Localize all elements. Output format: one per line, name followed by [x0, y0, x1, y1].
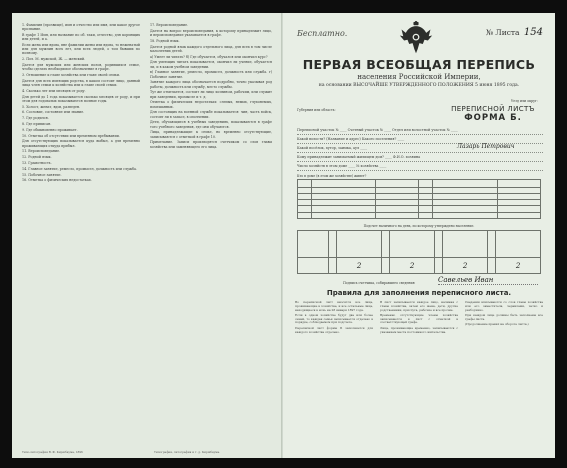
census-title: ПЕРВАЯ ВСЕОБЩАЯ ПЕРЕПИСЬ — [302, 57, 536, 72]
body-paragraph: Дети, обучающиеся в учебных заведениях, показываются в графе того учебного заведения, где они обучаются. — [150, 120, 272, 129]
body-paragraph: Переписной лист формы Б заполняется для каждого хозяйства отдельно. — [295, 325, 373, 334]
rules-column-3 — [465, 301, 543, 328]
body-paragraph: Если жена или вдова, вне фамилии жены или вдова, то неженатый или для мужчин всех лет, или всех людей, о том бывших по полному. — [22, 43, 140, 56]
body-paragraph: 11. Вероисповедание. — [22, 149, 61, 154]
population-count-table — [297, 230, 541, 274]
body-paragraph: 16. Отметка о физических недостатках. — [22, 178, 92, 183]
owner-handwritten-name: Лазарь Петрович — [457, 143, 515, 150]
signature-label: Подпись счетчика, собиравшего сведения — [343, 281, 415, 285]
body-paragraph: 12. Родной язык. — [22, 155, 52, 160]
body-paragraph: 7. Где родился. — [22, 116, 49, 121]
imperial-eagle-emblem — [399, 21, 433, 55]
body-paragraph: Дается для всех имеющих родства, в каком состоит лицо, данный лица член семьи к хозяйства или к главе своей семьи. — [22, 78, 140, 87]
sheet-number-value: 154 — [523, 27, 543, 38]
body-paragraph: а) Умеет ли читать? б) Где обучается, обучался или окончил курс? — [150, 54, 268, 59]
body-paragraph: Временно отсутствующие члены хозяйства записываются в лист с отметкой в соответствующей графе. — [380, 312, 458, 325]
body-paragraph: 15. Побочное занятие. — [22, 172, 62, 177]
count-value: 2 — [462, 261, 468, 270]
body-paragraph: Сведения вписываются со слов главы хозяйства или его заместителя, чернилами, четко и разборчиво. — [465, 300, 543, 312]
body-paragraph: 18. Родной язык. — [150, 38, 180, 43]
count-value: 2 — [409, 261, 415, 270]
household-members-table — [297, 179, 541, 219]
left-page-footer-left: Типо-литография В. Ф. Киршбаума, 1896 — [22, 450, 83, 454]
body-paragraph: (Продолжение правил на обороте листа.) — [465, 321, 529, 326]
body-paragraph: 1. Фамилия (прозвище), имя и отчество или имя, или какое другое прозвание. — [22, 23, 140, 32]
body-paragraph: При каждом лице должны быть заполнены все графы листа. — [465, 312, 543, 321]
census-decree-line: на основании ВЫСОЧАЙШЕ УТВЕРЖДЕННОГО ПОЛОЖЕНИЯ 5 июня 1895 года. — [318, 83, 520, 88]
body-paragraph: Во переписной лист вносятся все лица, проживающие в хозяйстве, и все остальные лица, находящиеся в ночь на 28 января 1897 года. — [295, 300, 373, 312]
sheet-number-label: № Листа — [485, 28, 520, 37]
form-field-label: Какой посёлок, хутор, заимка, аул ____ — [297, 146, 368, 150]
body-paragraph: В графе 1 Имя, или название по об. таки, отчество, для кормящих или детей, и а. — [22, 33, 140, 42]
form-field-row: Какой волости? (Название и адрес) Какого поселения? ____ — [297, 137, 543, 144]
section-b-label: Подсчет наличного на день, по которому утверждено население. — [363, 224, 475, 228]
body-paragraph: Лица, проживающие временно, записываются с указанием места постоянного жительства. — [380, 325, 458, 334]
body-paragraph: 6. Сословие, состояние или звание. — [22, 110, 85, 115]
body-paragraph: Отметка о физических недостатках: слепых, немых, глухонемых, помешанных. — [150, 100, 272, 109]
census-subtitle: населения Российской Империи, — [357, 73, 481, 81]
body-paragraph: Для состоящих на военной службе показывается: чин, часть войск, состоит ли в запасе, в ополчении. — [150, 110, 272, 119]
rules-column-1 — [295, 301, 373, 336]
body-paragraph: 4. Сколько лет или месяцев от роду. — [22, 88, 86, 93]
body-paragraph: 3. Отношение к главе хозяйства или главе своей семьи. — [22, 73, 120, 77]
body-paragraph: 14. Главное занятие, ремесло, промысел, должность или служба. — [22, 166, 138, 171]
section-a-label: Кто в доме (в этом же хозяйстве) живет? — [297, 174, 367, 178]
body-paragraph: 17. Вероисповедание. — [150, 23, 189, 27]
left-page-column-2 — [150, 23, 272, 150]
body-paragraph: Дается для мужских или женских полов, родившихся семье, чтобы сделать необходимое обозначение в графе. — [22, 63, 140, 72]
rules-column-2 — [380, 301, 458, 336]
count-value: 2 — [515, 261, 521, 270]
form-name: ФОРМА Б. — [464, 113, 522, 123]
body-paragraph: 8. Где приписан. — [22, 121, 52, 126]
body-paragraph: 2. Пол. М. мужской, Ж. — женский. — [22, 57, 86, 62]
body-paragraph: Тут же отмечается, состоит ли лицо хозяином, рабочим, или служит при заведении, промысле и т. д. — [150, 90, 272, 99]
body-paragraph: В лист записывается каждое лицо, начиная с главы хозяйства, затем его жена, дети, другие родственники, прислуга, рабочие и все прочие. — [380, 300, 458, 312]
body-paragraph: Если в одном хозяйстве будут два или более семей, то каждая семья записывается отдельно в порядке, соблюдаемом при подсчете. — [295, 312, 373, 325]
sheet-number — [486, 27, 543, 38]
body-paragraph: Дается на вопрос вероисповедания, к которому принадлежит лицо, и вероисповедание указывается в графе. — [150, 28, 272, 37]
form-title-block — [438, 105, 548, 123]
body-paragraph: Занятие каждого лица обозначается подробно, точно указывая род работы, должность или службу, место службы. — [150, 80, 272, 89]
enumerator-signature: Савельев Иван — [438, 276, 538, 285]
body-paragraph: Примечание. Записи производятся счетчиком со слов главы хозяйства или заменяющего его лица. — [150, 140, 272, 149]
left-page-footer-right: Типография, литография и т. д. Киршбаума. — [154, 450, 221, 454]
body-paragraph: 5. Холост, женат, вдов, разведен. — [22, 104, 81, 109]
form-field-row: Кому принадлежит занимаемый жилищем дом? ____ Ф.И.О. хозяина — [297, 155, 543, 162]
body-paragraph: в) Главное занятие, ремесло, промысел, должность или служба. г) Побочное занятие. — [150, 70, 272, 79]
body-paragraph: Для умеющих читать показывается, окончил ли учение, обучается ли, и в каком учебном заведении. — [150, 60, 272, 69]
gubernia-label: Губерния или область: — [297, 108, 336, 112]
free-of-charge-stamp: Бесплатно. — [297, 29, 348, 38]
body-paragraph: Дается родной язык каждого отдельного лица, для всех в том числе малолетних детей. — [150, 44, 272, 53]
form-field-row: Переписной участок № ____ Счетный участок № ____ Отдел или волостной участок № ____ — [297, 128, 543, 135]
body-paragraph: Для детей до 1 года показывается сколько месяцев от роду, и при этом для годовалых показываются полные годы. — [22, 94, 140, 103]
body-paragraph: 13. Грамотность. — [22, 160, 52, 165]
body-paragraph: 10. Отметка об отсутствии или временном пребывании. — [22, 133, 120, 138]
body-paragraph: Лица, принадлежащие к семье, но временно отсутствующие, записываются с отметкой в графе 10. — [150, 130, 272, 139]
form-field-row — [297, 143, 543, 153]
body-paragraph: 9. Где обыкновенно проживает. — [22, 127, 78, 132]
form-field-row: Число хозяйств в этом доме ____ № хозяйства ____ — [297, 164, 543, 171]
census-form-page — [283, 13, 555, 458]
rules-title: Правила для заполнения переписного листа. — [326, 289, 512, 297]
body-paragraph: Для отсутствующих показывается куда выбыл, а для временно проживающих откуда прибыл. — [22, 139, 140, 148]
uezd-label: Уезд или округ: — [511, 99, 538, 103]
form-title: ПЕРЕПИСНОЙ ЛИСТЪ — [451, 105, 535, 113]
left-page-column-1 — [22, 23, 140, 184]
left-page — [12, 13, 282, 458]
count-value: 2 — [356, 261, 362, 270]
